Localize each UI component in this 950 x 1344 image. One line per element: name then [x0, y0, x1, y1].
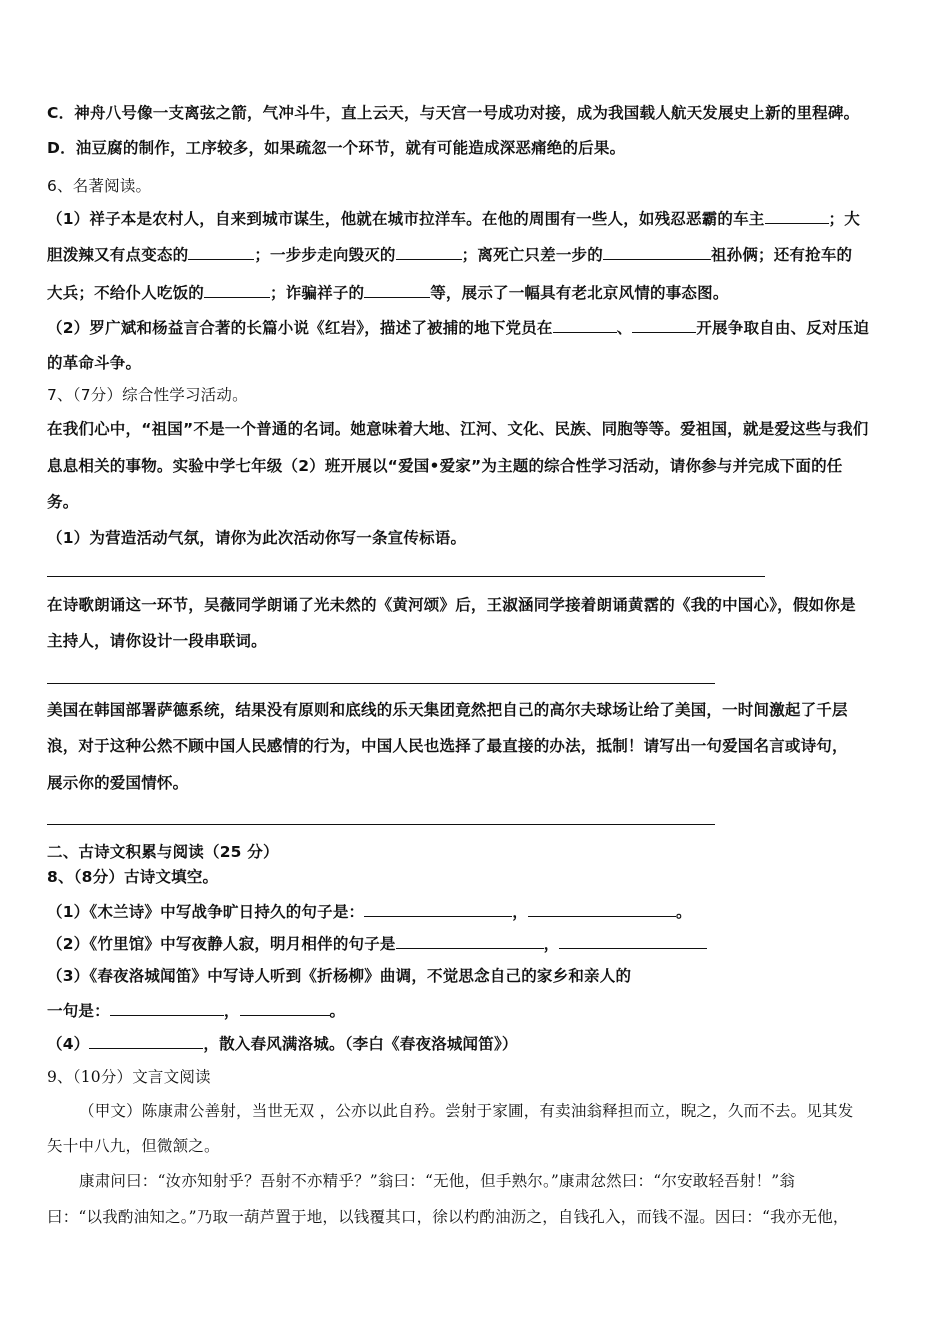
blank[interactable] [528, 901, 676, 917]
blank[interactable] [110, 1000, 224, 1016]
blank[interactable] [240, 1000, 330, 1016]
q7-sub-3b: 浪，对于这种公然不顾中国人民感情的行为，中国人民也选择了最直接的办法，抵制！请写出一句爱国名言或诗句， [47, 737, 848, 755]
q5-option-d: D．油豆腐的制作，工序较多，如果疏忽一个环节，就有可能造成深恶痛绝的后果。 [47, 139, 626, 157]
q9-para-2b: 曰：“以我酌油知之。”乃取一葫芦置于地，以钱覆其口，徐以杓酌油沥之，自钱孔入，而钱不湿。因曰：“我亦无他， [47, 1208, 849, 1226]
q7-title: 7、（7分）综合性学习活动。 [47, 386, 248, 404]
q8-line-2: （2）《竹里馆》中写夜静人寂，明月相伴的句子是 ， [47, 933, 707, 954]
section-2-title: 二、古诗文积累与阅读（25 分） [47, 843, 279, 861]
blank[interactable] [364, 282, 430, 298]
blank[interactable] [559, 933, 707, 949]
q9-para-2a: 康肃问曰：“汝亦知射乎？吾射不亦精乎？”翁曰：“无他，但手熟尔。”康肃忿然曰：“尔安敢轻吾射！”翁 [79, 1172, 796, 1190]
q7-sub-1: （1）为营造活动气氛，请你为此次活动你写一条宣传标语。 [47, 529, 467, 547]
blank[interactable] [204, 282, 270, 298]
q7-intro-2: 息息相关的事物。实验中学七年级（2）班开展以“爱国•爱家”为主题的综合性学习活动，请你参与并完成下面的任 [47, 457, 843, 475]
blank[interactable] [188, 244, 254, 260]
blank[interactable] [89, 1033, 203, 1049]
answer-line[interactable] [47, 824, 715, 825]
blank[interactable] [603, 244, 711, 260]
q8-line-4: 一句是： ， 。 [47, 1002, 346, 1020]
q6-line-1: （1）祥子本是农村人，自来到城市谋生，他就在城市拉洋车。在他的周围有一些人，如残忍恶霸的车主 ；大 [47, 210, 860, 228]
q7-sub-2a: 在诗歌朗诵这一环节，吴薇同学朗诵了光未然的《黄河颂》后，王淑涵同学接着朗诵黄霑的《我的中国心》，假如你是 [47, 596, 856, 614]
blank[interactable] [396, 933, 544, 949]
q6-line-5: 的革命斗争。 [47, 354, 142, 372]
q7-sub-3c: 展示你的爱国情怀。 [47, 774, 189, 792]
q9-title: 9、（10分）文言文阅读 [47, 1068, 211, 1086]
q5-option-c: C．神舟八号像一支离弦之箭，气冲斗牛，直上云天，与天宫一号成功对接，成为我国载人航天发展史上新的里程碑。 [47, 104, 860, 122]
q6-line-3: 大兵；不给仆人吃饭的 ；诈骗祥子的 等，展示了一幅具有老北京风情的事态图。 [47, 284, 729, 302]
answer-line[interactable] [47, 683, 715, 684]
q7-intro-3: 务。 [47, 493, 79, 511]
q7-sub-2b: 主持人，请你设计一段串联词。 [47, 632, 267, 650]
blank[interactable] [396, 244, 462, 260]
blank[interactable] [553, 317, 617, 333]
q8-line-3: （3）《春夜洛城闻笛》中写诗人听到《折杨柳》曲调，不觉思念自己的家乡和亲人的 [47, 967, 632, 985]
q6-title: 6、名著阅读。 [47, 177, 152, 195]
answer-line[interactable] [47, 576, 765, 577]
q6-line-2: 胆泼辣又有点变态的 ；一步步走向毁灭的 ；离死亡只差一步的 祖孙俩；还有抢车的 [47, 246, 853, 264]
blank[interactable] [364, 901, 512, 917]
q9-para-1a: （甲文）陈康肃公善射，当世无双 ，公亦以此自矜。尝射于家圃，有卖油翁释担而立，睨之，久而不去。见其发 [79, 1102, 854, 1120]
q8-title: 8、（8分）古诗文填空。 [47, 868, 219, 886]
blank[interactable] [765, 208, 829, 224]
q7-intro-1: 在我们心中，“祖国”不是一个普通的名词。她意味着大地、江河、文化、民族、同胞等等。爱祖国，就是爱这些与我们 [47, 420, 869, 438]
q8-line-5: （4） ，散入春风满洛城。（李白《春夜洛城闻笛》） [47, 1035, 518, 1053]
q7-sub-3a: 美国在韩国部署萨德系统，结果没有原则和底线的乐天集团竟然把自己的高尔夫球场让给了美国，一时间激起了千层 [47, 701, 848, 719]
blank[interactable] [632, 317, 696, 333]
q6-line-4: （2）罗广斌和杨益言合著的长篇小说《红岩》，描述了被捕的地下党员在 、 开展争取自由、反对压迫 [47, 319, 870, 337]
q8-line-1: （1）《木兰诗》中写战争旷日持久的句子是： ， 。 [47, 903, 692, 921]
q9-para-1b: 矢十中八九，但微颔之。 [47, 1137, 220, 1155]
